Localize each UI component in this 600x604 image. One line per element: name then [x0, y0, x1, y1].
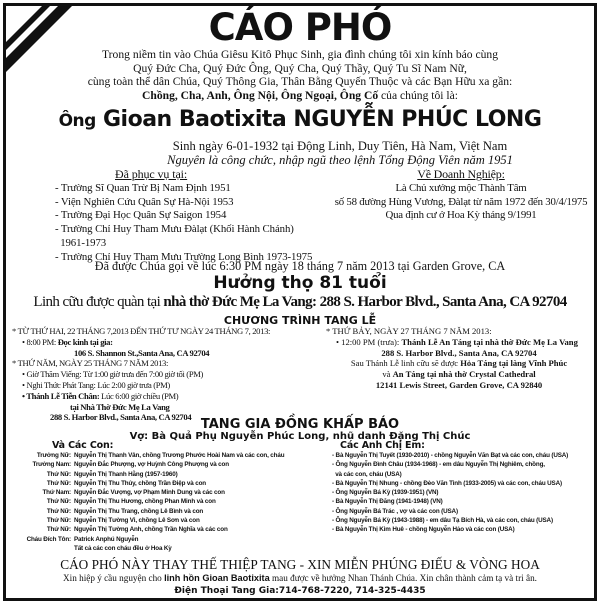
- family-heading: TANG GIA ĐỒNG KHẤP BÁO: [200, 417, 400, 432]
- child-text: Nguyễn Đắc Vượng, vợ Phạm Minh Dung và các con: [74, 489, 225, 497]
- item-title: Đọc kinh tại gia:: [57, 336, 113, 347]
- child-row: [22, 544, 327, 553]
- location-text: tại Nhà Thờ Đức Mẹ La Vang: [70, 401, 170, 412]
- lying-in-state: [0, 294, 600, 311]
- served-column: [55, 168, 325, 265]
- served-item: - Trường Chỉ Huy Tham Mưu Đàlạt (Khối Hành Chánh): [55, 223, 294, 236]
- note-text: và: [382, 369, 393, 380]
- intro: [0, 48, 600, 102]
- intro-line: Quý Đức Cha, Quý Đức Ông, Quý Cha, Quý Thầy, Quý Tu Sĩ Nam Nữ,: [133, 61, 467, 75]
- child-row: [22, 535, 327, 544]
- address-text: 288 S. Harbor Blvd., Santa Ana, CA 92704: [50, 412, 192, 423]
- program-date: * THỨ BẢY, NGÀY 27 THÁNG 7 NĂM 2013:: [326, 326, 492, 336]
- child-row: [22, 470, 327, 479]
- program-item: [12, 337, 320, 348]
- program-item: [12, 391, 320, 402]
- program-address: [326, 380, 592, 391]
- program-date: * THỨ NĂM, NGÀY 25 THÁNG 7 NĂM 2013:: [12, 358, 168, 369]
- birth-info: Sinh ngày 6-01-1932 tại Động Linh, Duy Tiên, Hà Nam, Việt Nam: [172, 139, 508, 153]
- lying-prefix: Linh cữu được quàn tại: [33, 294, 164, 310]
- business-column: [332, 168, 590, 223]
- intro-suffix: của chúng tôi là:: [378, 88, 458, 102]
- program-item: • Nghi Thức Phát Tang: Lúc 2:00 giờ trưa (PM): [22, 379, 170, 390]
- sibling-row: và các con, cháu (USA): [332, 470, 402, 478]
- child-row: [22, 507, 327, 516]
- program-item: [326, 337, 592, 348]
- death-info: Đã được Chúa gọi về lúc 6:30 PM ngày 18 tháng 7 năm 2013 tại Garden Grove, CA: [94, 259, 506, 273]
- child-role: Thứ Nữ:: [46, 498, 71, 506]
- sibling-row: - Bà Nguyễn Thị Nhung - chồng Đèo Văn Tinh (1933-2005) và các con, cháu USA): [332, 479, 562, 487]
- served-item: - Viện Nghiên Cứu Quân Sự Hà-Nội 1953: [55, 195, 234, 208]
- item-title: • Thánh Lễ Tiễn Chân:: [22, 390, 100, 401]
- sibling-row: - Bà Nguyễn Thị Kim Huê - chồng Nguyễn Hảo và các con (USA): [332, 526, 515, 534]
- program-heading: CHƯƠNG TRÌNH TANG LỄ: [223, 314, 377, 327]
- child-text: Nguyễn Thị Thu Hương, chồng Phan Minh và con: [74, 498, 216, 506]
- closing-notice: CÁO PHÓ NÀY THAY THẾ THIỆP TANG - XIN MIỄN PHÚNG ĐIẾU & VÒNG HOA: [60, 557, 540, 572]
- business-item: Là Chủ xưởng mộc Thành Tâm: [395, 181, 527, 194]
- sibling-row: - Ông Nguyễn Bá Trác , vợ và các con (USA): [332, 507, 458, 515]
- child-role: [22, 544, 74, 553]
- career-info: Nguyên là công chức, nhập ngũ theo lệnh Tổng Động Viên năm 1951: [167, 153, 513, 167]
- child-text: Nguyễn Đắc Phượng, vợ Huỳnh Công Phượng và con: [74, 461, 229, 469]
- child-text: Nguyễn Thị Tường Vi, chồng Lê Sơn và con: [74, 517, 200, 525]
- bio: [40, 139, 600, 167]
- program-item: • Giờ Thăm Viếng: Từ 1:00 giờ trưa đến 7:00 giờ tối (PM): [22, 369, 204, 380]
- child-text: Nguyễn Thị Thanh Hằng (1957-1960): [74, 470, 178, 478]
- sibling-row: - Ông Nguyễn Bá Kỳ (1943-1988) - em dâu Tạ Bích Hà, và các con, cháu (USA): [332, 517, 553, 525]
- prayer-text: Xin hiệp ý cầu nguyện cho: [63, 573, 165, 583]
- intro-line: Trong niềm tin vào Chúa Giêsu Kitô Phục Sinh, gia đình chúng tôi xin kính báo cùng: [102, 48, 498, 61]
- intro-line: [0, 89, 600, 103]
- program-address: [12, 348, 320, 359]
- siblings-list: [332, 440, 594, 535]
- child-row: [22, 460, 327, 469]
- address-text: 288 S. Harbor Blvd., Santa Ana, CA 92704: [381, 347, 537, 358]
- prayer-request: [0, 573, 600, 583]
- child-role: Trưởng Nam:: [32, 461, 71, 469]
- child-row: [22, 479, 327, 488]
- note-bold: Hỏa Táng tại làng Vĩnh Phúc: [460, 358, 568, 369]
- business-item: Qua định cư ở Hoa Kỳ tháng 9/1991: [385, 209, 537, 222]
- relations: Chồng, Cha, Anh, Ông Nội, Ông Ngoại, Ông Cố: [142, 88, 379, 102]
- full-name: Gioan Baotixita NGUYỄN PHÚC LONG: [103, 107, 542, 132]
- child-role: Thứ Nam:: [42, 489, 71, 497]
- child-text: Nguyễn Thị Tường Anh, chồng Trần Nghĩa và các con: [74, 526, 228, 534]
- child-text: Tất cả các con cháu đều ở Hoa Kỳ: [74, 544, 172, 552]
- child-text: Nguyễn Thị Thu Trang, chồng Lê Bình và con: [74, 507, 204, 515]
- served-heading: Đã phục vụ tại:: [115, 167, 188, 181]
- intro-line: cùng toàn thể dân Chúa, Quý Thông Gia, Thân Bằng Quyến Thuộc và các Bạn Hữu xa gần:: [87, 75, 513, 89]
- name-prefix: Ông: [58, 111, 96, 131]
- child-role: Thứ Nữ:: [46, 470, 71, 478]
- program-right: [326, 326, 592, 391]
- business-heading: Về Doanh Nghiệp:: [417, 167, 505, 181]
- lying-location: nhà thờ Đức Mẹ La Vang: 288 S. Harbor Blvd., Santa Ana, CA 92704: [163, 294, 567, 310]
- sibling-row: - Bà Nguyễn Thị Đăng (1941-1948) (VN): [332, 498, 443, 506]
- program-date: * TỪ THỨ HAI, 22 THÁNG 7,2013 ĐẾN THỨ TƯ NGÀY 24 THÁNG 7, 2013:: [12, 326, 271, 336]
- sibling-row: - Bà Nguyễn Thị Tuyết (1930-2010) - chồng Nguyễn Văn Bạt và các con, cháu (USA): [332, 452, 569, 459]
- child-role: Cháu Đích Tôn:: [26, 535, 71, 543]
- child-row: [22, 497, 327, 506]
- address-text: 12141 Lewis Street, Garden Grove, CA 92840: [375, 379, 543, 390]
- age: Hưởng thọ 81 tuổi: [213, 273, 387, 293]
- child-role: Thứ Nữ:: [46, 526, 71, 534]
- prayer-name: linh hồn Gioan Baotixita: [164, 573, 270, 583]
- children-list: [22, 440, 327, 553]
- wife: Vợ: Bà Quả Phụ Nguyễn Phúc Long, nhũ danh Đặng Thị Chúc: [129, 431, 471, 442]
- page-title: CÁO PHÓ: [208, 6, 392, 49]
- siblings-heading: Các Anh Chị Em:: [340, 440, 425, 451]
- child-text: Patrick Anphú Nguyễn: [74, 535, 139, 543]
- address-text: 106 S. Shannon St.,Santa Ana, CA 92704: [74, 347, 210, 358]
- program-address: [326, 348, 592, 359]
- note-text: Sau Thánh Lễ linh cữu sẽ được: [350, 358, 461, 369]
- child-role: Thứ Nữ:: [46, 517, 71, 525]
- children-heading: Và Các Con:: [52, 440, 114, 451]
- deceased-name: [0, 107, 600, 132]
- item-time: • 12:00 PM (trưa):: [336, 336, 402, 347]
- item-time: Lúc 6:00 giờ chiều (PM): [99, 390, 179, 401]
- program-location: [12, 402, 320, 413]
- program-left: [12, 326, 320, 423]
- program-note: [326, 358, 592, 369]
- served-item: - Trường Chỉ Huy Tham Mưu Trường Long Bình 1973-1975: [55, 250, 313, 263]
- child-row: [22, 525, 327, 534]
- note-bold: An Táng tại nhà thờ Crystal Cathedral: [392, 369, 536, 380]
- child-row: [22, 488, 327, 497]
- sibling-row: - Ông Nguyễn Đình Châu (1934-1968) - em dâu Nguyễn Thị Nghiêm, chồng,: [332, 461, 545, 469]
- served-item: 1961-1973: [55, 236, 107, 249]
- business-item: số 58 đường Hùng Vương, Đàlạt từ năm 1972 đến 30/4/1975: [334, 195, 588, 208]
- served-item: - Trường Sĩ Quan Trừ Bị Nam Định 1951: [55, 181, 231, 194]
- child-role: Thứ Nữ:: [46, 507, 71, 515]
- sibling-row: - Ông Nguyễn Bá Kỳ (1939-1951) (VN): [332, 489, 439, 497]
- child-row: [22, 451, 327, 460]
- item-title: Thánh Lễ An Táng tại nhà thờ Đức Mẹ La Vang: [401, 336, 578, 347]
- child-role: Trưởng Nữ:: [36, 452, 71, 459]
- family-phone: Điện Thoại Tang Gia:714-768-7220, 714-325-4435: [174, 586, 426, 596]
- child-role: Thứ Nữ:: [46, 479, 71, 487]
- prayer-text: mau được về hưởng Nhan Thánh Chúa. Xin chân thành cảm tạ và tri ân.: [269, 573, 537, 583]
- program-note: [326, 369, 592, 380]
- child-text: Nguyễn Thị Thu Thủy, chồng Trần Điệp và con: [74, 479, 206, 487]
- item-time: • 8:00 PM:: [22, 336, 58, 347]
- child-row: [22, 516, 327, 525]
- served-item: - Trường Đại Học Quân Sự Saigon 1954: [55, 209, 227, 222]
- child-text: Nguyễn Thị Thanh Vân, chồng Trương Phước Hoài Nam và các con, cháu: [74, 452, 285, 459]
